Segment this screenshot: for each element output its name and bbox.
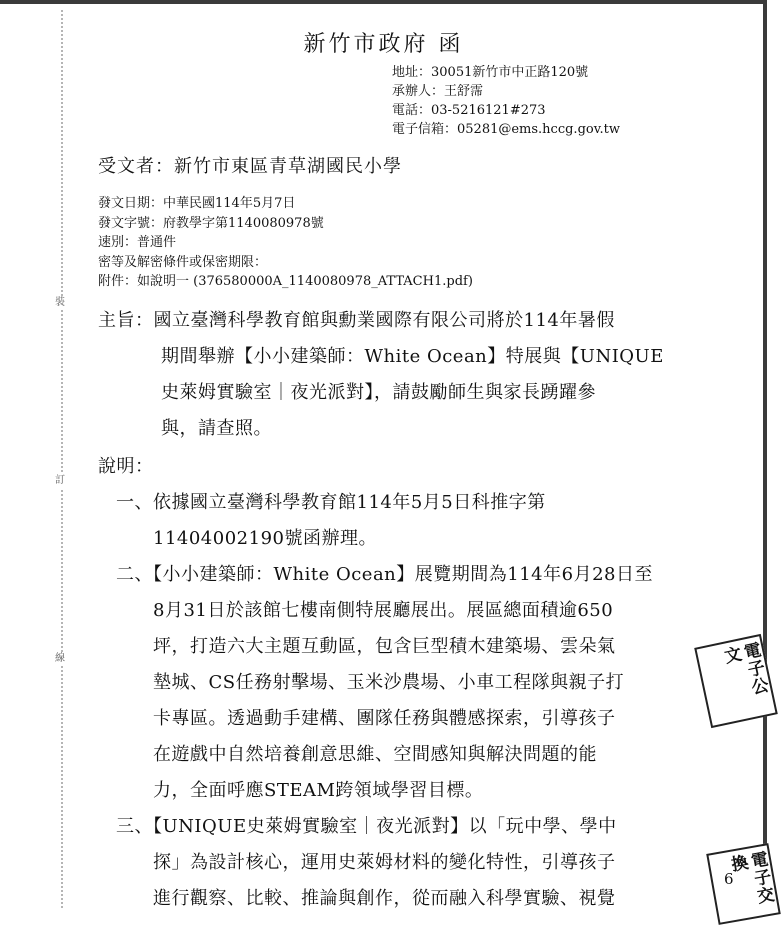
subject-line: 主旨：國立臺灣科學教育館與勳業國際有限公司將於114年暑假	[98, 310, 615, 331]
item-1-line: 11404002190號函辦理。	[153, 528, 377, 549]
subject-line: 史萊姆實驗室｜夜光派對】，請鼓勵師生與家長踴躍參	[161, 382, 596, 403]
meta-classification: 密等及解密條件或保密期限：	[98, 254, 268, 270]
document-title: 新竹市政府 函	[303, 32, 464, 57]
subject-line: 與，請查照。	[161, 418, 272, 439]
item-2-line: 卡專區。透過動手建構、團隊任務與體感探索，引導孩子	[153, 708, 616, 729]
meta-date: 發文日期：中華民國114年5月7日	[98, 196, 296, 211]
contact-phone: 電話：03-5216121#273	[392, 103, 546, 118]
binding-line	[61, 10, 63, 908]
recipient-line: 受文者：新竹市東區青草湖國民小學	[98, 156, 402, 177]
electronic-seal-stamp: 電子公文	[694, 634, 778, 728]
item-2-line: 在遊戲中自然培養創意思維、空間感知與解決問題的能	[153, 744, 597, 765]
item-3-line: 探」為設計核心，運用史萊姆材料的變化特性，引導孩子	[153, 852, 616, 873]
contact-block	[392, 63, 620, 139]
item-2-line: 8月31日於該館七樓南側特展廳展出。展區總面積逾650	[153, 600, 614, 621]
item-2-line: 力，全面呼應STEAM跨領域學習目標。	[153, 780, 484, 801]
meta-speed: 速別：普通件	[98, 235, 177, 250]
meta-block	[98, 194, 473, 292]
electronic-exchange-stamp: 電子交換	[706, 843, 781, 925]
window-frame-right	[763, 0, 767, 908]
binding-mark-ding: 訂	[55, 475, 65, 486]
meta-attachment[interactable]: 附件：如說明一 (376580000A_1140080978_ATTACH1.pdf)	[98, 274, 473, 289]
item-1-line: 一、依據國立臺灣科學教育館114年5月5日科推字第	[116, 492, 546, 513]
page-number: 6	[724, 870, 734, 888]
item-3-line: 三、【UNIQUE史萊姆實驗室｜夜光派對】以「玩中學、學中	[116, 816, 617, 837]
item-2-line: 坪，打造六大主題互動區，包含巨型積木建築場、雲朵氣	[153, 636, 616, 657]
binding-mark-zhuang: 裝	[55, 297, 65, 308]
meta-doc-number: 發文字號：府教學字第1140080978號	[98, 215, 324, 231]
window-frame-top	[0, 0, 767, 4]
subject-line: 期間舉辦【小小建築師：White Ocean】特展與【UNIQUE	[161, 346, 664, 367]
contact-handler: 承辦人：王舒霈	[392, 84, 484, 99]
explanation-label: 說明：	[98, 456, 154, 477]
contact-address: 地址：30051新竹市中正路120號	[392, 65, 589, 80]
item-2-line: 二、【小小建築師：White Ocean】展覽期間為114年6月28日至	[116, 564, 653, 585]
item-2-line: 墊城、CS任務射擊場、玉米沙農場、小車工程隊與親子打	[153, 672, 625, 693]
binding-mark-xian: 線	[55, 653, 65, 664]
contact-email: 電子信箱：05281@ems.hccg.gov.tw	[392, 122, 621, 137]
item-3-line: 進行觀察、比較、推論與創作，從而融入科學實驗、視覺	[153, 888, 616, 909]
